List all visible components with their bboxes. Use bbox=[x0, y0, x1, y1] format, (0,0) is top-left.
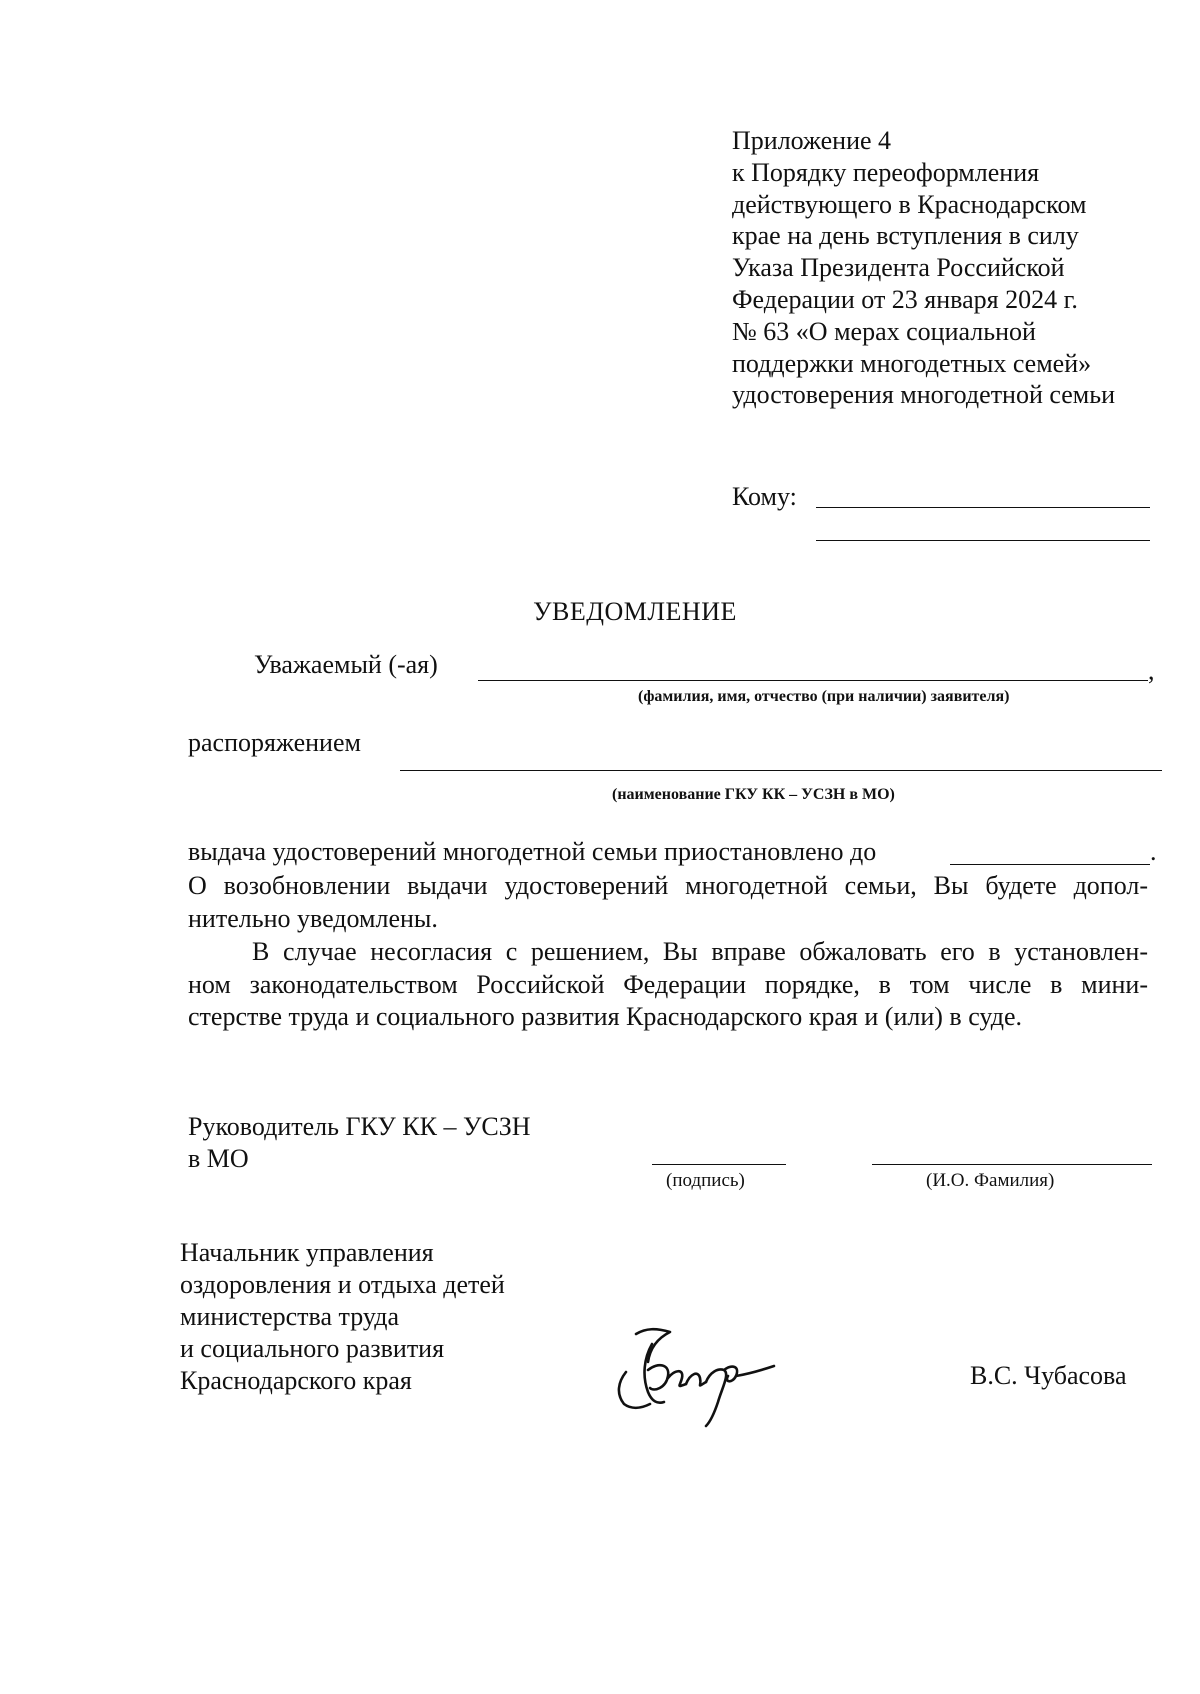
body-line-2: О возобновлении выдачи удостоверений многодетной семьи, Вы будете допол- bbox=[188, 871, 1148, 900]
head-position-line: в МО bbox=[188, 1144, 249, 1173]
greeting-name-line bbox=[478, 680, 1148, 681]
signature-caption: (подпись) bbox=[666, 1170, 745, 1191]
appendix-line: крае на день вступления в силу bbox=[732, 221, 1079, 251]
head-position-line: Руководитель ГКУ КК – УСЗН bbox=[188, 1112, 531, 1141]
order-caption: (наименование ГКУ КК – УСЗН в МО) bbox=[612, 786, 895, 803]
chief-position-line: и социального развития bbox=[180, 1334, 445, 1363]
chief-position-line: министерства труда bbox=[180, 1302, 399, 1331]
body-line-4: В случае несогласия с решением, Вы вправе обжаловать его в установлен- bbox=[252, 937, 1148, 966]
chief-position-line: Краснодарского края bbox=[180, 1366, 412, 1395]
body-line-6: стерстве труда и социального развития Краснодарского края и (или) в суде. bbox=[188, 1002, 1023, 1031]
chief-position-line: оздоровления и отдыха детей bbox=[180, 1270, 505, 1299]
order-label: распоряжением bbox=[188, 728, 361, 757]
chief-position bbox=[180, 1237, 505, 1397]
body-line-1: выдача удостоверений многодетной семьи приостановлено до bbox=[188, 837, 877, 866]
head-position bbox=[188, 1111, 531, 1175]
handwritten-signature bbox=[598, 1318, 798, 1428]
signature-line bbox=[652, 1164, 786, 1165]
appendix-line: Указа Президента Российской bbox=[732, 253, 1065, 283]
body-line-5: ном законодательством Российской Федерации порядке, в том числе в мини- bbox=[188, 969, 1148, 999]
chief-position-line: Начальник управления bbox=[180, 1238, 434, 1267]
greeting-comma: , bbox=[1148, 656, 1155, 685]
appendix-line: поддержки многодетных семей» bbox=[732, 348, 1092, 378]
body-line-3: нительно уведомлены. bbox=[188, 903, 438, 933]
appendix-header bbox=[732, 125, 1172, 411]
addressee-label: Кому: bbox=[732, 482, 797, 511]
appendix-line: Приложение 4 bbox=[732, 126, 892, 155]
greeting-label: Уважаемый (-ая) bbox=[254, 650, 438, 679]
appendix-line: удостоверения многодетной семьи bbox=[732, 380, 1116, 410]
appendix-line: Федерации от 23 января 2024 г. bbox=[732, 284, 1078, 314]
fullname-caption: (И.О. Фамилия) bbox=[926, 1170, 1055, 1191]
addressee-line-2 bbox=[816, 540, 1150, 541]
chief-name: В.С. Чубасова bbox=[970, 1361, 1127, 1390]
addressee-line-1 bbox=[816, 507, 1150, 508]
order-name-line bbox=[400, 770, 1162, 771]
body-line-1-end: . bbox=[1150, 837, 1157, 866]
suspend-date-line bbox=[950, 864, 1150, 865]
body-paragraph-2 bbox=[188, 936, 1148, 1034]
greeting-caption: (фамилия, имя, отчество (при наличии) заявителя) bbox=[638, 688, 1010, 705]
body-paragraph-1 bbox=[188, 870, 1148, 935]
appendix-line: № 63 «О мерах социальной bbox=[732, 316, 1036, 346]
appendix-line: к Порядку переоформления bbox=[732, 157, 1040, 187]
appendix-line: действующего в Краснодарском bbox=[732, 189, 1087, 219]
fullname-line bbox=[872, 1164, 1152, 1165]
document-title: УВЕДОМЛЕНИЕ bbox=[533, 597, 737, 626]
